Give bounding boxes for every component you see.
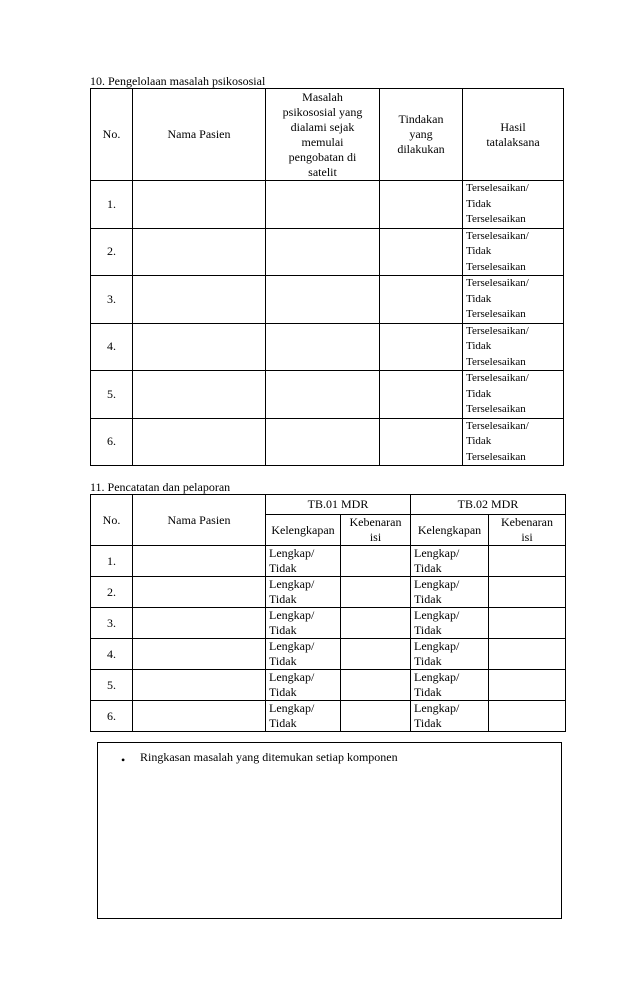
summary-box[interactable] [97, 742, 562, 919]
masalah-cell[interactable] [266, 418, 380, 466]
row-no: 1. [91, 546, 133, 577]
recording-reporting-table [90, 494, 566, 732]
recording-header-row-1 [91, 495, 566, 515]
row-no: 5. [91, 371, 133, 419]
row-no: 5. [91, 670, 133, 701]
row-no: 1. [91, 181, 133, 229]
header-kelengkapan: Kelengkapan [411, 515, 489, 546]
psychosocial-table [90, 88, 564, 466]
header-no: No. [91, 89, 133, 181]
tb02-kelengkapan-cell: Lengkap/ Tidak [411, 577, 489, 608]
bullet-icon: • [121, 753, 126, 767]
table-row [91, 276, 564, 324]
table-row [91, 181, 564, 229]
tb01-kelengkapan-cell: Lengkap/ Tidak [266, 701, 341, 732]
tb02-kelengkapan-cell: Lengkap/ Tidak [411, 639, 489, 670]
hasil-cell: Terselesaikan/ Tidak Terselesaikan [463, 228, 564, 276]
tindakan-cell[interactable] [380, 418, 463, 466]
hasil-cell: Terselesaikan/ Tidak Terselesaikan [463, 323, 564, 371]
nama-pasien-cell[interactable] [133, 670, 266, 701]
tb02-kebenaran-cell[interactable] [489, 546, 566, 577]
tb01-kebenaran-cell[interactable] [341, 546, 411, 577]
tb02-kelengkapan-cell: Lengkap/ Tidak [411, 670, 489, 701]
nama-pasien-cell[interactable] [133, 418, 266, 466]
nama-pasien-cell[interactable] [133, 701, 266, 732]
nama-pasien-cell[interactable] [133, 323, 266, 371]
table-row [91, 323, 564, 371]
table-row [91, 228, 564, 276]
table-row [91, 371, 564, 419]
tb01-kebenaran-cell[interactable] [341, 701, 411, 732]
tb01-kelengkapan-cell: Lengkap/ Tidak [266, 670, 341, 701]
tindakan-cell[interactable] [380, 371, 463, 419]
tb01-kelengkapan-cell: Lengkap/ Tidak [266, 577, 341, 608]
tb01-kebenaran-cell[interactable] [341, 608, 411, 639]
nama-pasien-cell[interactable] [133, 276, 266, 324]
nama-pasien-cell[interactable] [133, 181, 266, 229]
row-no: 6. [91, 701, 133, 732]
tb02-kelengkapan-cell: Lengkap/ Tidak [411, 701, 489, 732]
nama-pasien-cell[interactable] [133, 228, 266, 276]
nama-pasien-cell[interactable] [133, 639, 266, 670]
table-row [91, 546, 566, 577]
masalah-cell[interactable] [266, 228, 380, 276]
table-row [91, 670, 566, 701]
tindakan-cell[interactable] [380, 323, 463, 371]
section-10-title: 10. Pengelolaan masalah psikososial [90, 74, 266, 88]
tindakan-cell[interactable] [380, 181, 463, 229]
nama-pasien-cell[interactable] [133, 608, 266, 639]
row-no: 2. [91, 577, 133, 608]
masalah-cell[interactable] [266, 371, 380, 419]
tb01-kelengkapan-cell: Lengkap/ Tidak [266, 608, 341, 639]
tb02-kebenaran-cell[interactable] [489, 577, 566, 608]
hasil-cell: Terselesaikan/ Tidak Terselesaikan [463, 371, 564, 419]
masalah-cell[interactable] [266, 323, 380, 371]
row-no: 4. [91, 323, 133, 371]
hasil-cell: Terselesaikan/ Tidak Terselesaikan [463, 181, 564, 229]
row-no: 3. [91, 276, 133, 324]
header-kebenaran-isi: Kebenaran isi [341, 515, 411, 546]
table-row [91, 701, 566, 732]
tb01-kelengkapan-cell: Lengkap/ Tidak [266, 639, 341, 670]
tb02-kebenaran-cell[interactable] [489, 670, 566, 701]
tb01-kebenaran-cell[interactable] [341, 639, 411, 670]
nama-pasien-cell[interactable] [133, 577, 266, 608]
masalah-cell[interactable] [266, 276, 380, 324]
header-tb01-mdr: TB.01 MDR [266, 495, 411, 515]
tb01-kebenaran-cell[interactable] [341, 670, 411, 701]
tb01-kelengkapan-cell: Lengkap/ Tidak [266, 546, 341, 577]
table-row [91, 608, 566, 639]
nama-pasien-cell[interactable] [133, 546, 266, 577]
section-11-title: 11. Pencatatan dan pelaporan [90, 480, 231, 494]
tindakan-cell[interactable] [380, 228, 463, 276]
nama-pasien-cell[interactable] [133, 371, 266, 419]
tb02-kebenaran-cell[interactable] [489, 639, 566, 670]
tb02-kelengkapan-cell: Lengkap/ Tidak [411, 546, 489, 577]
tb02-kelengkapan-cell: Lengkap/ Tidak [411, 608, 489, 639]
header-nama-pasien: Nama Pasien [133, 89, 266, 181]
header-no: No. [91, 495, 133, 546]
tb02-kebenaran-cell[interactable] [489, 608, 566, 639]
masalah-cell[interactable] [266, 181, 380, 229]
hasil-cell: Terselesaikan/ Tidak Terselesaikan [463, 276, 564, 324]
tindakan-cell[interactable] [380, 276, 463, 324]
tb02-kebenaran-cell[interactable] [489, 701, 566, 732]
header-tb02-mdr: TB.02 MDR [411, 495, 566, 515]
header-tindakan: Tindakan yang dilakukan [380, 89, 463, 181]
row-no: 4. [91, 639, 133, 670]
header-kelengkapan: Kelengkapan [266, 515, 341, 546]
table-row [91, 577, 566, 608]
summary-label: Ringkasan masalah yang ditemukan setiap komponen [140, 750, 398, 764]
row-no: 6. [91, 418, 133, 466]
psychosocial-header-row [91, 89, 564, 181]
header-nama-pasien: Nama Pasien [133, 495, 266, 546]
table-row [91, 639, 566, 670]
header-masalah: Masalah psikososial yang dialami sejak memulai pengobatan di satelit [266, 89, 380, 181]
header-kebenaran-isi: Kebenaran isi [489, 515, 566, 546]
row-no: 2. [91, 228, 133, 276]
header-hasil: Hasil tatalaksana [463, 89, 564, 181]
hasil-cell: Terselesaikan/ Tidak Terselesaikan [463, 418, 564, 466]
row-no: 3. [91, 608, 133, 639]
tb01-kebenaran-cell[interactable] [341, 577, 411, 608]
table-row [91, 418, 564, 466]
